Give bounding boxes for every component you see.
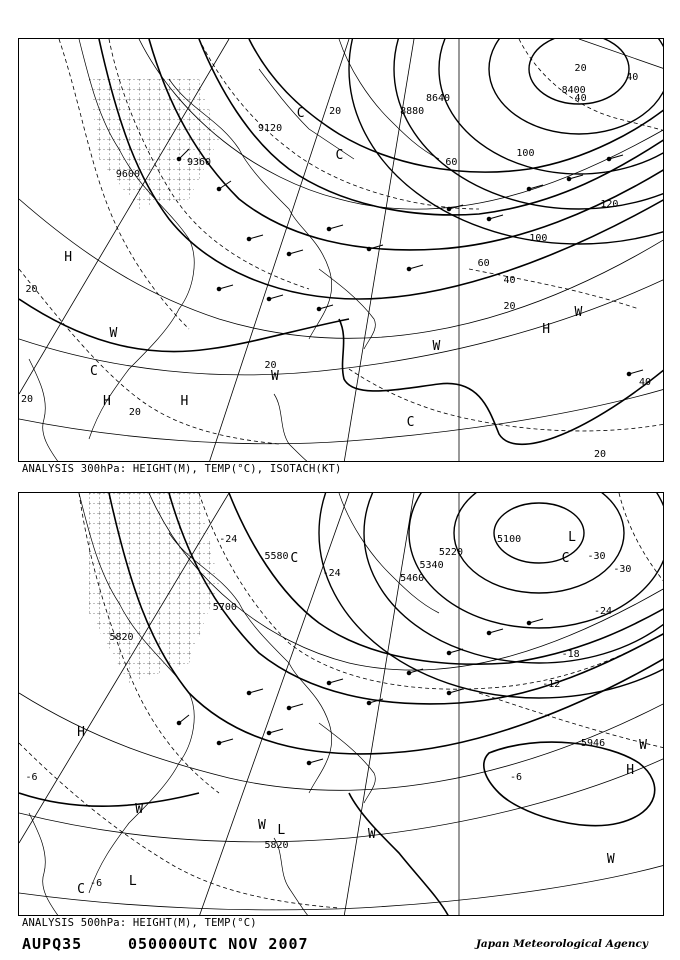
agency-name: Japan Meteorological Agency — [475, 938, 648, 950]
contour-label: 20 — [503, 300, 516, 312]
panel-caption-500hpa: ANALYSIS 500hPa: HEIGHT(M), TEMP(°C) — [22, 917, 257, 929]
contour-label: -30 — [587, 551, 606, 563]
pressure-center-label: H — [542, 322, 551, 338]
contour-label: 5100 — [497, 534, 522, 546]
contour-label: 9120 — [258, 122, 283, 134]
pressure-center-label: L — [568, 530, 576, 546]
panel-caption-300hpa: ANALYSIS 300hPa: HEIGHT(M), TEMP(°C), ISOTACH(KT) — [22, 463, 342, 475]
contour-label: 8880 — [400, 105, 425, 117]
pressure-center-label: W — [258, 818, 266, 834]
contour-label: 40 — [503, 275, 516, 287]
coastline — [29, 39, 439, 462]
pressure-center-label: W — [574, 305, 583, 321]
map-panel-300hpa — [18, 38, 664, 462]
contour-label: 20 — [264, 360, 277, 372]
contour-label: 40 — [639, 377, 652, 389]
contour-label: 8640 — [425, 93, 451, 105]
contour-label: 100 — [529, 233, 548, 245]
contour-label: 120 — [600, 199, 619, 211]
contour-label: 40 — [574, 93, 587, 105]
pressure-center-label: H — [626, 763, 635, 779]
contour-label: 20 — [574, 63, 587, 75]
pressure-center-label: H — [64, 250, 73, 265]
pressure-center-label: H — [180, 394, 189, 410]
contour-label: -6 — [25, 771, 38, 783]
contour-label: 20 — [329, 105, 342, 117]
pressure-center-label: C — [90, 364, 98, 380]
pressure-center-label: H — [77, 725, 85, 741]
contour-label: -6 — [90, 877, 103, 889]
pressure-center-label: H — [102, 394, 111, 410]
pressure-center-label: C — [406, 415, 415, 431]
pressure-center-label: W — [639, 737, 647, 753]
contour-label: 20 — [128, 406, 141, 418]
closed-low-rings — [349, 39, 664, 244]
contour-label: 5220 — [438, 547, 463, 559]
contour-label: 20 — [593, 449, 606, 461]
pressure-center-label: C — [77, 882, 85, 898]
pressure-center-label: C — [335, 148, 344, 164]
contour-label: 5820 — [264, 839, 289, 851]
pressure-center-label: W — [432, 339, 441, 355]
pressure-center-label: W — [135, 801, 144, 817]
contour-label: 8400 — [561, 84, 586, 96]
contour-label: -30 — [613, 564, 632, 576]
contour-label: 5820 — [109, 631, 134, 643]
contour-label: 20 — [21, 394, 34, 406]
pressure-center-label: C — [296, 105, 305, 121]
valid-time: 050000UTC NOV 2007 — [128, 935, 309, 953]
contour-label: 5460 — [400, 572, 425, 584]
map-panel-500hpa — [18, 492, 664, 916]
wind-barbs — [177, 619, 543, 765]
contour-label: -12 — [542, 678, 561, 690]
pressure-center-label: W — [606, 852, 615, 868]
contour-label: -18 — [561, 648, 580, 660]
pressure-center-label: W — [367, 826, 376, 842]
contour-label: 9600 — [115, 169, 140, 181]
contour-label: 5580 — [264, 551, 289, 563]
map-300hpa-graphic — [19, 39, 664, 462]
hatched-area — [89, 493, 219, 683]
contour-label: 5340 — [419, 559, 444, 571]
pressure-center-label: W — [109, 326, 118, 342]
contour-label: 5700 — [212, 602, 237, 614]
pressure-center-label: C — [290, 551, 299, 567]
pressure-center-label: L — [277, 822, 286, 838]
contour-label: -24 — [322, 568, 341, 580]
pressure-center-label: W — [270, 368, 279, 384]
contour-label: -6 — [509, 771, 522, 783]
hatched-area — [89, 79, 219, 209]
contour-label: 9360 — [186, 156, 212, 168]
contour-label: 40 — [626, 71, 639, 83]
contour-label: 60 — [445, 156, 458, 168]
contour-label: -24 — [219, 534, 238, 546]
contour-label: 60 — [477, 258, 490, 270]
contour-label: 5946 — [581, 737, 606, 749]
contour-label: 100 — [516, 148, 535, 160]
pressure-center-label: C — [561, 551, 570, 567]
chart-id: AUPQ35 — [22, 935, 83, 953]
contour-label: 20 — [25, 283, 38, 295]
pressure-center-label: L — [128, 873, 137, 889]
contour-label: -24 — [593, 606, 612, 618]
